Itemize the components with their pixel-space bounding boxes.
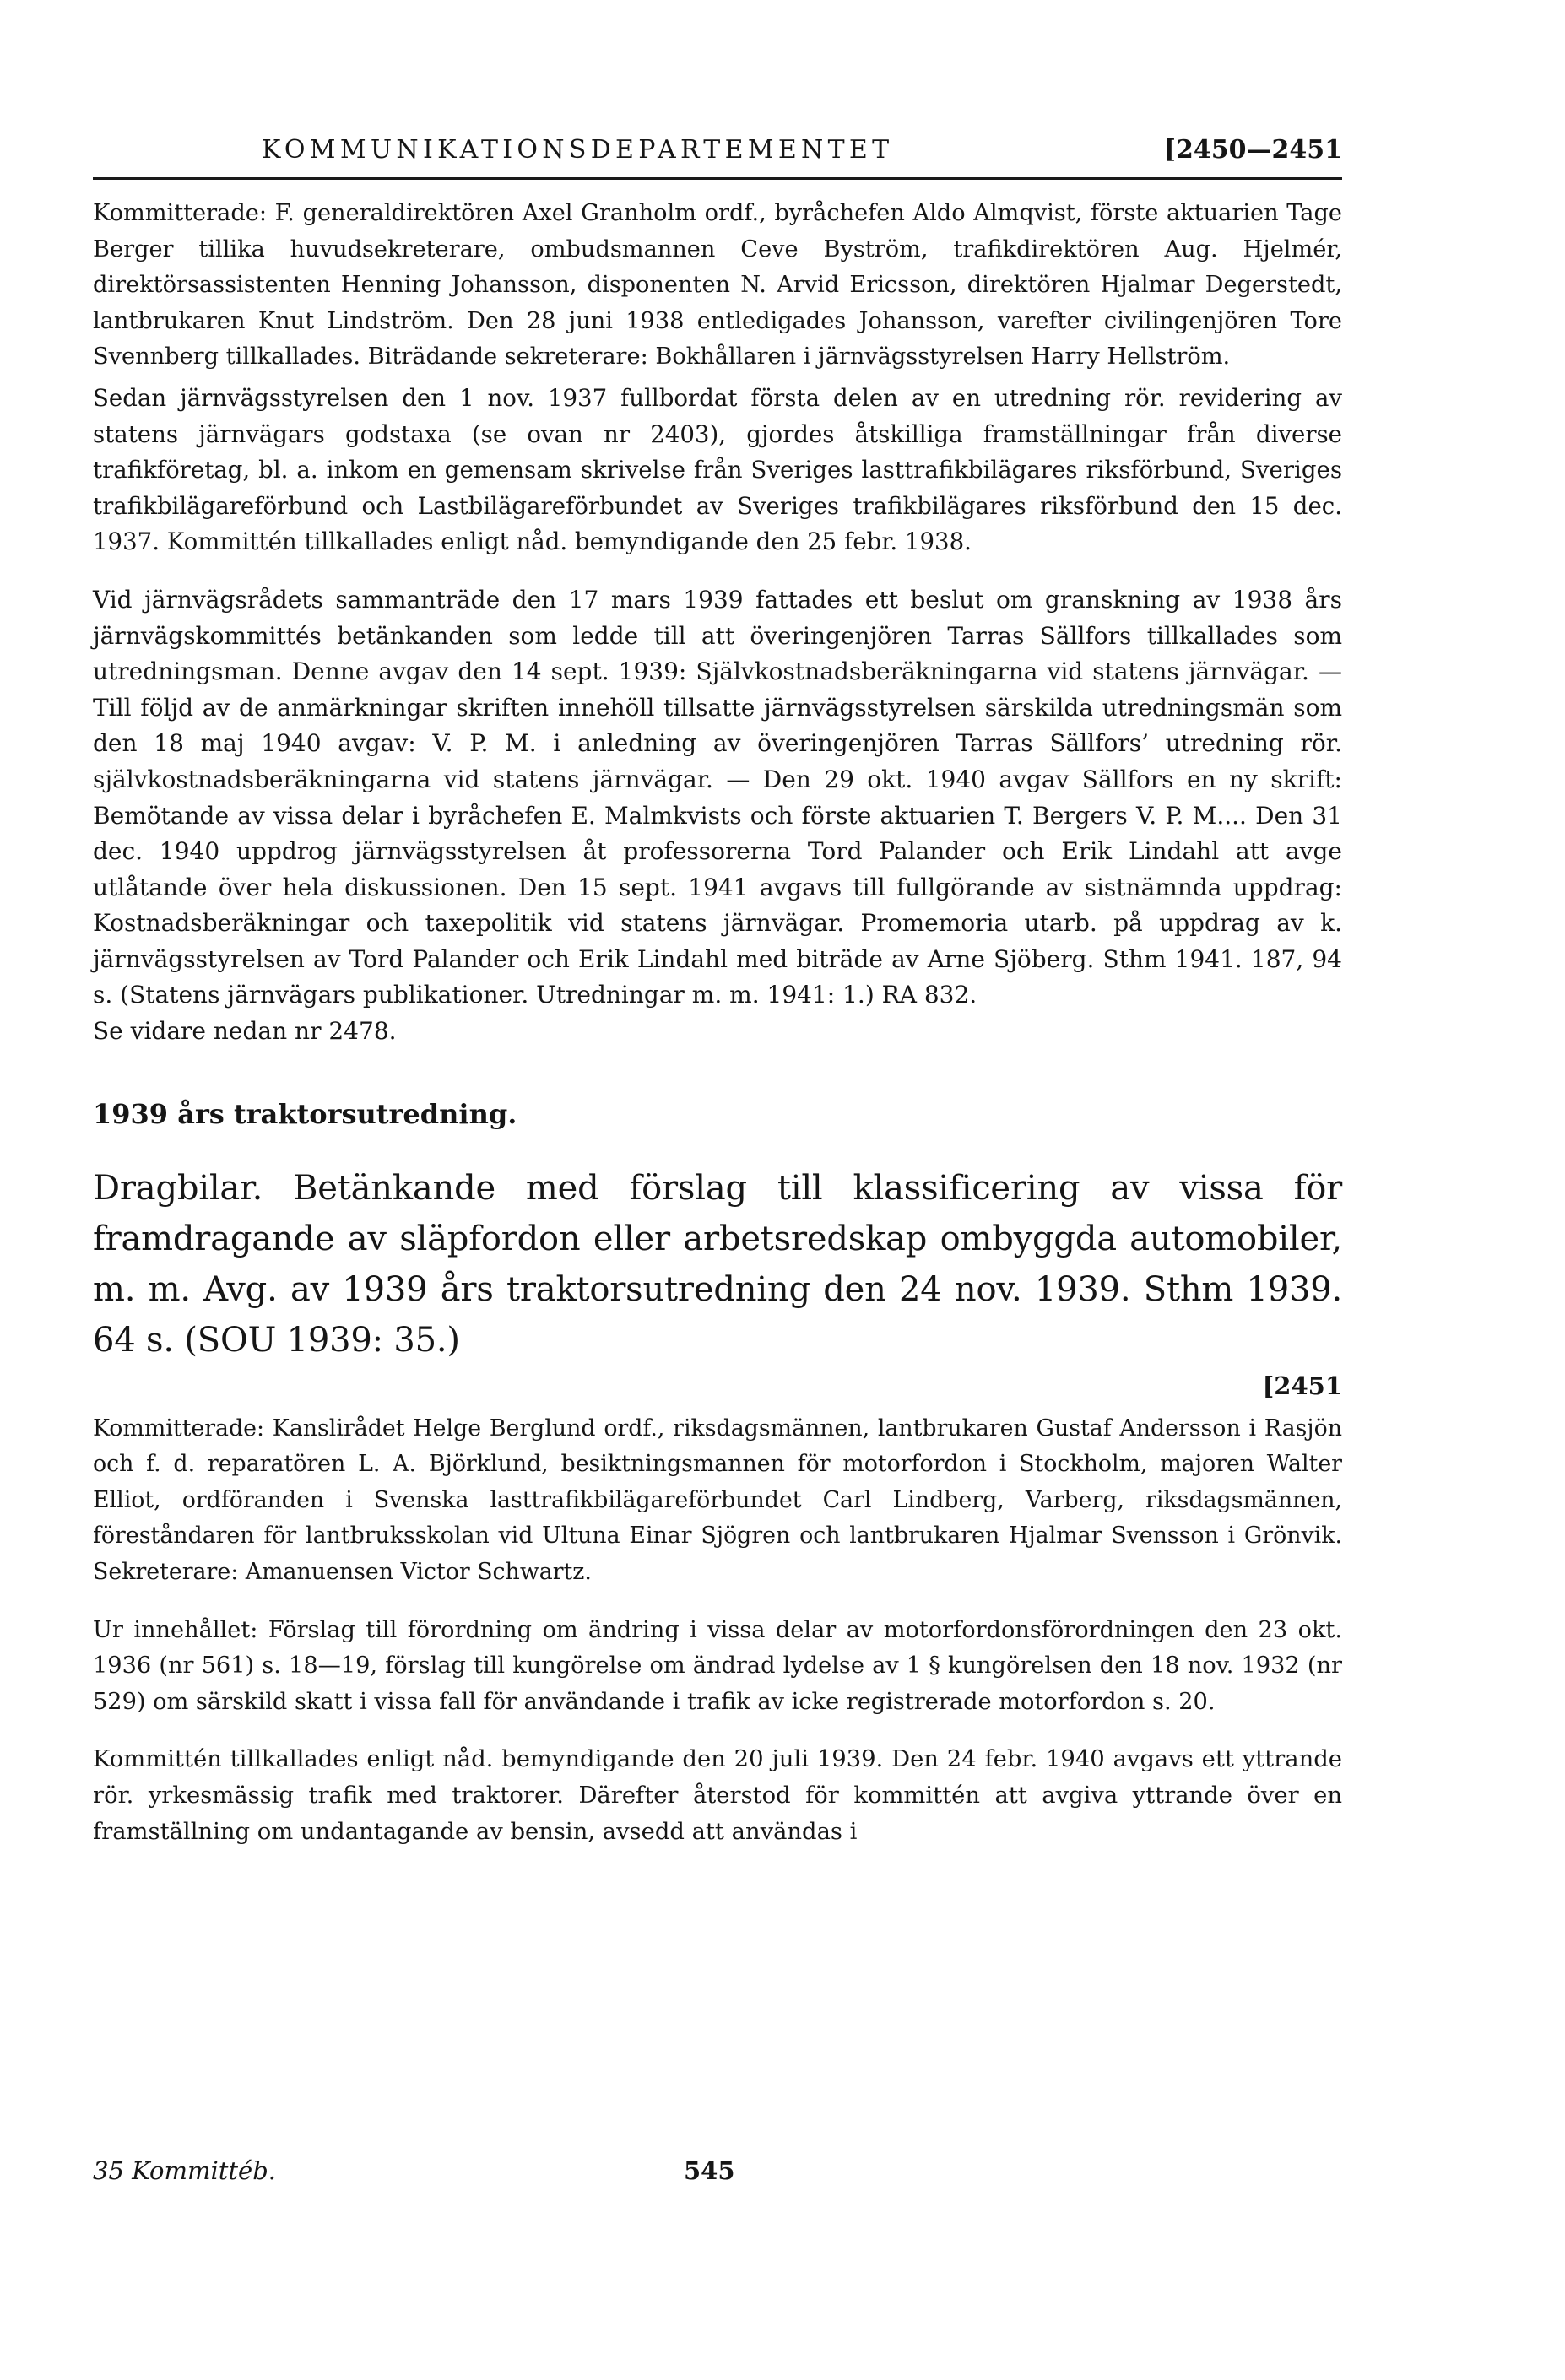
background-paragraph: Sedan järnvägsstyrelsen den 1 nov. 1937 fullbordat första delen av en utredning rör. revidering av statens järnvägars godstaxa (se ovan nr 2403), gjordes åtskilliga framställningar från diverse trafikföretag, bl. a. inkom en gemensam skrivelse från Sveriges lasttrafikbilägares riksförbund, Sveriges trafikbilägareförbund och Lastbilägareförbundet av Sveriges trafikbilägares riksförbund den 15 dec. 1937. Kommittén tillkallades enligt nåd. bemyndigande den 25 febr. 1938. [93,383,1342,556]
page-range: [2450—2451 [1163,135,1342,165]
continuation-marker: [2451 [1262,1371,1342,1400]
body-text [93,196,1342,1850]
signature-mark: 35 Kommittéb. [93,2156,276,2185]
header-rule [93,177,1342,180]
cross-reference-paragraph: Se vidare nedan nr 2478. [93,1017,397,1046]
page-header [93,135,1342,172]
contents-paragraph: Ur innehållet: Förslag till förordning om ändring i vissa delar av motorfordonsförordningen den 23 okt. 1936 (nr 561) s. 18—19, förslag till kungörelse om ändrad lydelse av 1 § kungörelsen den 18 nov. 1932 (nr 529) om särskild skatt i vissa fall för användande i trafik av icke registrerade motorfordon s. 20. [93,1616,1342,1715]
report-title: Dragbilar. Betänkande med förslag till klassificering av vissa för framdragande av släpfordon eller arbetsredskap ombyggda automobiler, m. m. Avg. av 1939 års traktorsutredning den 24 nov. 1939. Sthm 1939. 64 s. (SOU 1939: 35.) [93,1168,1342,1360]
committee-members-paragraph: Kommitterade: F. generaldirektören Axel Granholm ordf., byråchefen Aldo Almqvist, förste aktuarien Tage Berger tillika huvudsekreterare, ombudsmannen Ceve Byström, trafikdirektören Aug. Hjelmér, direktörsassistenten Henning Johansson, disponenten N. Arvid Ericsson, direktören Hjalmar Degerstedt, lantbrukaren Knut Lindström. Den 28 juni 1938 entledigades Johansson, varefter civilingenjören Tore Svennberg tillkallades. Biträdande sekreterare: Bokhållaren i järnvägsstyrelsen Harry Hellström. [93,200,1342,371]
section-heading: 1939 års traktorsutredning. [93,1097,517,1130]
running-head: KOMMUNIKATIONSDEPARTEMENTET [262,135,894,165]
page-footer [93,2156,1342,2190]
railway-council-paragraph: Vid järnvägsrådets sammanträde den 17 mars 1939 fattades ett beslut om granskning av 1938 års järnvägskommittés betänkanden som ledde till att överingenjören Tarras Sällfors tillkallades som utredningsman. Denne avgav den 14 sept. 1939: Självkostnadsberäkningarna vid statens järnvägar. — Till följd av de anmärkningar skriften innehöll tillsatte järnvägsstyrelsen särskilda utredningsmän som den 18 maj 1940 avgav: V. P. M. i anledning av överingenjören Tarras Sällfors’ utredning rör. självkostnadsberäkningarna vid statens järnvägar. — Den 29 okt. 1940 avgav Sällfors en ny skrift: Bemötande av vissa delar i byråchefen E. Malmkvists och förste aktuarien T. Bergers V. P. M.... Den 31 dec. 1940 uppdrog järnvägsstyrelsen åt professorerna Tord Palander och Erik Lindahl att avge utlåtande över hela diskussionen. Den 15 sept. 1941 avgavs till fullgörande av sistnämnda uppdrag: Kostnadsberäkningar och taxepolitik vid statens järnvägar. Promemoria utarb. på uppdrag av k. järnvägsstyrelsen av Tord Palander och Erik Lindahl med biträde av Arne Sjöberg. Sthm 1941. 187, 94 s. (Statens järnvägars publikationer. Utredningar m. m. 1941: 1.) RA 832. [93,585,1342,1009]
page-number: 545 [684,2156,735,2185]
committee-members-paragraph-2: Kommitterade: Kanslirådet Helge Berglund ordf., riksdagsmännen, lantbrukaren Gustaf Andersson i Rasjön och f. d. reparatören L. A. Björklund, besiktningsmannen för motorfordon i Stockholm, majoren Walter Elliot, ordföranden i Svenska lasttrafikbilägareförbundet Carl Lindberg, Varberg, riksdagsmännen, föreståndaren för lantbruksskolan vid Ultuna Einar Sjögren och lantbrukaren Hjalmar Svensson i Grönvik. Sekreterare: Amanuensen Victor Schwartz. [93,1414,1342,1586]
appointment-paragraph: Kommittén tillkallades enligt nåd. bemyndigande den 20 juli 1939. Den 24 febr. 1940 avgavs ett yttrande rör. yrkesmässig trafik med traktorer. Därefter återstod för kommittén att avgiva yttrande över en framställning om undantagande av bensin, avsedd att användas i [93,1746,1342,1845]
